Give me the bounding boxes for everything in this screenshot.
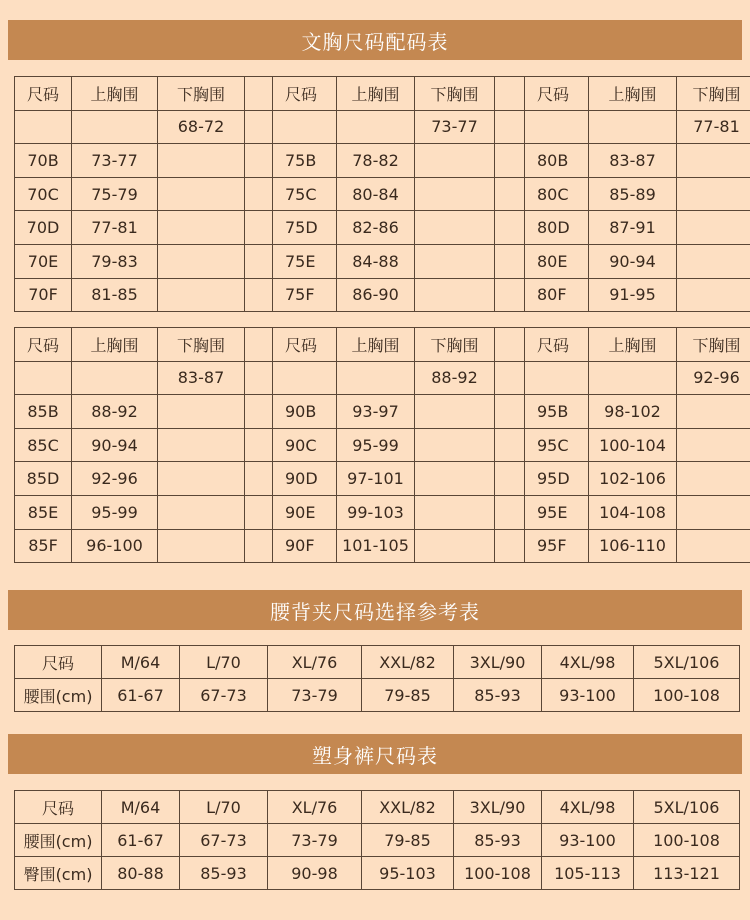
bust-value: 99-103 — [337, 495, 415, 529]
size-code: 75C — [273, 177, 337, 211]
size-code: 90E — [273, 495, 337, 529]
table-header-row — [15, 646, 740, 679]
underbust-row — [15, 110, 750, 144]
table-cell: 100-108 — [454, 857, 542, 890]
size-code: 70B — [15, 144, 72, 178]
size-code: 70D — [15, 211, 72, 245]
size-code: 80E — [525, 244, 589, 278]
table-cell: 100-108 — [634, 824, 740, 857]
bust-value: 85-89 — [589, 177, 677, 211]
empty-cell — [525, 110, 589, 144]
bust-value: 91-95 — [589, 278, 677, 312]
empty-cell — [158, 177, 245, 211]
spacer-cell — [495, 495, 525, 529]
empty-cell — [677, 177, 750, 211]
bust-value: 82-86 — [337, 211, 415, 245]
underbust-row — [15, 361, 750, 395]
empty-cell — [677, 144, 750, 178]
bust-value: 79-83 — [72, 244, 158, 278]
empty-cell — [158, 278, 245, 312]
empty-cell — [158, 462, 245, 496]
bust-value: 73-77 — [72, 144, 158, 178]
spacer-cell — [495, 278, 525, 312]
size-code: 75B — [273, 144, 337, 178]
underbust-value: 73-77 — [415, 110, 495, 144]
table-cell: 4XL/98 — [542, 646, 634, 679]
bust-value: 90-94 — [72, 428, 158, 462]
empty-cell — [158, 495, 245, 529]
table-cell: 73-79 — [268, 824, 362, 857]
empty-cell — [158, 529, 245, 563]
empty-cell — [72, 110, 158, 144]
table-cell: 67-73 — [180, 679, 268, 712]
size-code: 85C — [15, 428, 72, 462]
table-cell: 79-85 — [362, 824, 454, 857]
table-cell: M/64 — [102, 646, 180, 679]
size-code: 70C — [15, 177, 72, 211]
spacer-cell — [245, 144, 273, 178]
underbust-value: 77-81 — [677, 110, 750, 144]
table-cell: 4XL/98 — [542, 791, 634, 824]
table-row — [15, 278, 750, 312]
spacer-cell — [495, 395, 525, 429]
bust-value: 86-90 — [337, 278, 415, 312]
empty-cell — [15, 361, 72, 395]
table-cell: 85-93 — [180, 857, 268, 890]
underbust-value: 83-87 — [158, 361, 245, 395]
table-cell: 3XL/90 — [454, 646, 542, 679]
table-cell: 93-100 — [542, 824, 634, 857]
empty-cell — [677, 278, 750, 312]
table-cell: L/70 — [180, 646, 268, 679]
table-cell: 61-67 — [102, 824, 180, 857]
bust-value: 87-91 — [589, 211, 677, 245]
empty-cell — [525, 361, 589, 395]
spacer-cell — [495, 462, 525, 496]
row-label: 臀围(cm) — [15, 857, 102, 890]
table-row — [15, 462, 750, 496]
spacer-cell — [495, 428, 525, 462]
waist-trainer-title: 腰背夹尺码选择参考表 — [8, 590, 742, 630]
underbust-value: 92-96 — [677, 361, 750, 395]
empty-cell — [273, 110, 337, 144]
header-size: 尺码 — [525, 77, 589, 111]
size-code: 85B — [15, 395, 72, 429]
empty-cell — [415, 211, 495, 245]
empty-cell — [415, 244, 495, 278]
underbust-value: 88-92 — [415, 361, 495, 395]
table-row — [15, 144, 750, 178]
empty-cell — [415, 144, 495, 178]
bust-value: 75-79 — [72, 177, 158, 211]
empty-cell — [158, 395, 245, 429]
bust-value: 81-85 — [72, 278, 158, 312]
size-code: 75D — [273, 211, 337, 245]
bust-value: 98-102 — [589, 395, 677, 429]
table-row — [15, 495, 750, 529]
bra-size-table-1 — [14, 76, 750, 312]
spacer-cell — [495, 529, 525, 563]
empty-cell — [589, 361, 677, 395]
shaper-pants-table — [14, 790, 740, 890]
empty-cell — [415, 529, 495, 563]
empty-cell — [677, 244, 750, 278]
empty-cell — [415, 278, 495, 312]
empty-cell — [589, 110, 677, 144]
header-size: 尺码 — [273, 328, 337, 362]
bust-value: 101-105 — [337, 529, 415, 563]
empty-cell — [677, 495, 750, 529]
table-cell: 105-113 — [542, 857, 634, 890]
bust-value: 78-82 — [337, 144, 415, 178]
spacer-cell — [245, 77, 273, 111]
table-cell: 113-121 — [634, 857, 740, 890]
table-cell: 61-67 — [102, 679, 180, 712]
spacer-cell — [245, 177, 273, 211]
spacer-cell — [245, 529, 273, 563]
table-row — [15, 244, 750, 278]
size-code: 95B — [525, 395, 589, 429]
size-code: 85F — [15, 529, 72, 563]
table-cell: 85-93 — [454, 824, 542, 857]
row-label: 腰围(cm) — [15, 679, 102, 712]
size-code: 80F — [525, 278, 589, 312]
table-row — [15, 395, 750, 429]
spacer-cell — [495, 244, 525, 278]
size-code: 80D — [525, 211, 589, 245]
empty-cell — [415, 495, 495, 529]
table-cell: XXL/82 — [362, 791, 454, 824]
header-bust: 上胸围 — [337, 77, 415, 111]
empty-cell — [337, 361, 415, 395]
table-row — [15, 428, 750, 462]
table-cell: XL/76 — [268, 646, 362, 679]
empty-cell — [415, 395, 495, 429]
bust-value: 92-96 — [72, 462, 158, 496]
bra-size-table-2 — [14, 327, 750, 563]
bust-value: 106-110 — [589, 529, 677, 563]
bust-value: 95-99 — [72, 495, 158, 529]
table-cell: M/64 — [102, 791, 180, 824]
spacer-cell — [495, 328, 525, 362]
empty-cell — [158, 211, 245, 245]
empty-cell — [72, 361, 158, 395]
table-row — [15, 177, 750, 211]
bra-size-title: 文胸尺码配码表 — [8, 20, 742, 60]
size-code: 90D — [273, 462, 337, 496]
spacer-cell — [245, 211, 273, 245]
table-cell: 5XL/106 — [634, 791, 740, 824]
spacer-cell — [245, 462, 273, 496]
size-code: 95E — [525, 495, 589, 529]
table-row — [15, 679, 740, 712]
header-underbust: 下胸围 — [677, 328, 750, 362]
table-cell: 73-79 — [268, 679, 362, 712]
empty-cell — [415, 428, 495, 462]
spacer-cell — [245, 110, 273, 144]
spacer-cell — [495, 144, 525, 178]
size-code: 70F — [15, 278, 72, 312]
empty-cell — [273, 361, 337, 395]
empty-cell — [677, 529, 750, 563]
table-cell: 93-100 — [542, 679, 634, 712]
table-cell: L/70 — [180, 791, 268, 824]
bust-value: 96-100 — [72, 529, 158, 563]
size-code: 75F — [273, 278, 337, 312]
empty-cell — [158, 428, 245, 462]
bust-value: 95-99 — [337, 428, 415, 462]
empty-cell — [415, 462, 495, 496]
size-code: 85D — [15, 462, 72, 496]
size-code: 90B — [273, 395, 337, 429]
size-code: 75E — [273, 244, 337, 278]
table-cell: 79-85 — [362, 679, 454, 712]
spacer-cell — [495, 177, 525, 211]
header-underbust: 下胸围 — [158, 328, 245, 362]
size-code: 90C — [273, 428, 337, 462]
header-size: 尺码 — [525, 328, 589, 362]
spacer-cell — [245, 495, 273, 529]
empty-cell — [415, 177, 495, 211]
size-code: 80B — [525, 144, 589, 178]
bust-value: 102-106 — [589, 462, 677, 496]
table-cell: 67-73 — [180, 824, 268, 857]
spacer-cell — [495, 211, 525, 245]
table-header-row — [15, 328, 750, 362]
table-cell: XL/76 — [268, 791, 362, 824]
size-code: 70E — [15, 244, 72, 278]
header-bust: 上胸围 — [72, 328, 158, 362]
header-size: 尺码 — [273, 77, 337, 111]
bust-value: 88-92 — [72, 395, 158, 429]
empty-cell — [677, 462, 750, 496]
spacer-cell — [495, 77, 525, 111]
header-bust: 上胸围 — [72, 77, 158, 111]
size-code: 95F — [525, 529, 589, 563]
table-cell: 100-108 — [634, 679, 740, 712]
empty-cell — [677, 211, 750, 245]
spacer-cell — [495, 110, 525, 144]
shaper-pants-title: 塑身裤尺码表 — [8, 734, 742, 774]
bust-value: 84-88 — [337, 244, 415, 278]
size-code: 85E — [15, 495, 72, 529]
spacer-cell — [245, 428, 273, 462]
table-cell: 3XL/90 — [454, 791, 542, 824]
empty-cell — [15, 110, 72, 144]
table-header-row — [15, 77, 750, 111]
bust-value: 90-94 — [589, 244, 677, 278]
waist-trainer-table — [14, 645, 740, 712]
spacer-cell — [245, 361, 273, 395]
bust-value: 104-108 — [589, 495, 677, 529]
header-underbust: 下胸围 — [158, 77, 245, 111]
spacer-cell — [495, 361, 525, 395]
spacer-cell — [245, 328, 273, 362]
empty-cell — [677, 395, 750, 429]
empty-cell — [158, 144, 245, 178]
bust-value: 77-81 — [72, 211, 158, 245]
size-code: 95C — [525, 428, 589, 462]
table-row — [15, 857, 740, 890]
size-code: 90F — [273, 529, 337, 563]
empty-cell — [158, 244, 245, 278]
bust-value: 80-84 — [337, 177, 415, 211]
header-underbust: 下胸围 — [415, 328, 495, 362]
bust-value: 100-104 — [589, 428, 677, 462]
table-cell: XXL/82 — [362, 646, 454, 679]
row-label: 腰围(cm) — [15, 824, 102, 857]
header-bust: 上胸围 — [589, 328, 677, 362]
table-row — [15, 211, 750, 245]
row-label: 尺码 — [15, 791, 102, 824]
bust-value: 97-101 — [337, 462, 415, 496]
header-bust: 上胸围 — [589, 77, 677, 111]
spacer-cell — [245, 395, 273, 429]
spacer-cell — [245, 278, 273, 312]
header-size: 尺码 — [15, 328, 72, 362]
table-cell: 90-98 — [268, 857, 362, 890]
header-bust: 上胸围 — [337, 328, 415, 362]
table-cell: 80-88 — [102, 857, 180, 890]
bust-value: 93-97 — [337, 395, 415, 429]
table-cell: 85-93 — [454, 679, 542, 712]
underbust-value: 68-72 — [158, 110, 245, 144]
bust-value: 83-87 — [589, 144, 677, 178]
row-label: 尺码 — [15, 646, 102, 679]
size-code: 80C — [525, 177, 589, 211]
empty-cell — [677, 428, 750, 462]
spacer-cell — [245, 244, 273, 278]
table-row — [15, 529, 750, 563]
table-cell: 5XL/106 — [634, 646, 740, 679]
header-size: 尺码 — [15, 77, 72, 111]
size-code: 95D — [525, 462, 589, 496]
table-header-row — [15, 791, 740, 824]
header-underbust: 下胸围 — [415, 77, 495, 111]
header-underbust: 下胸围 — [677, 77, 750, 111]
table-cell: 95-103 — [362, 857, 454, 890]
empty-cell — [337, 110, 415, 144]
table-row — [15, 824, 740, 857]
